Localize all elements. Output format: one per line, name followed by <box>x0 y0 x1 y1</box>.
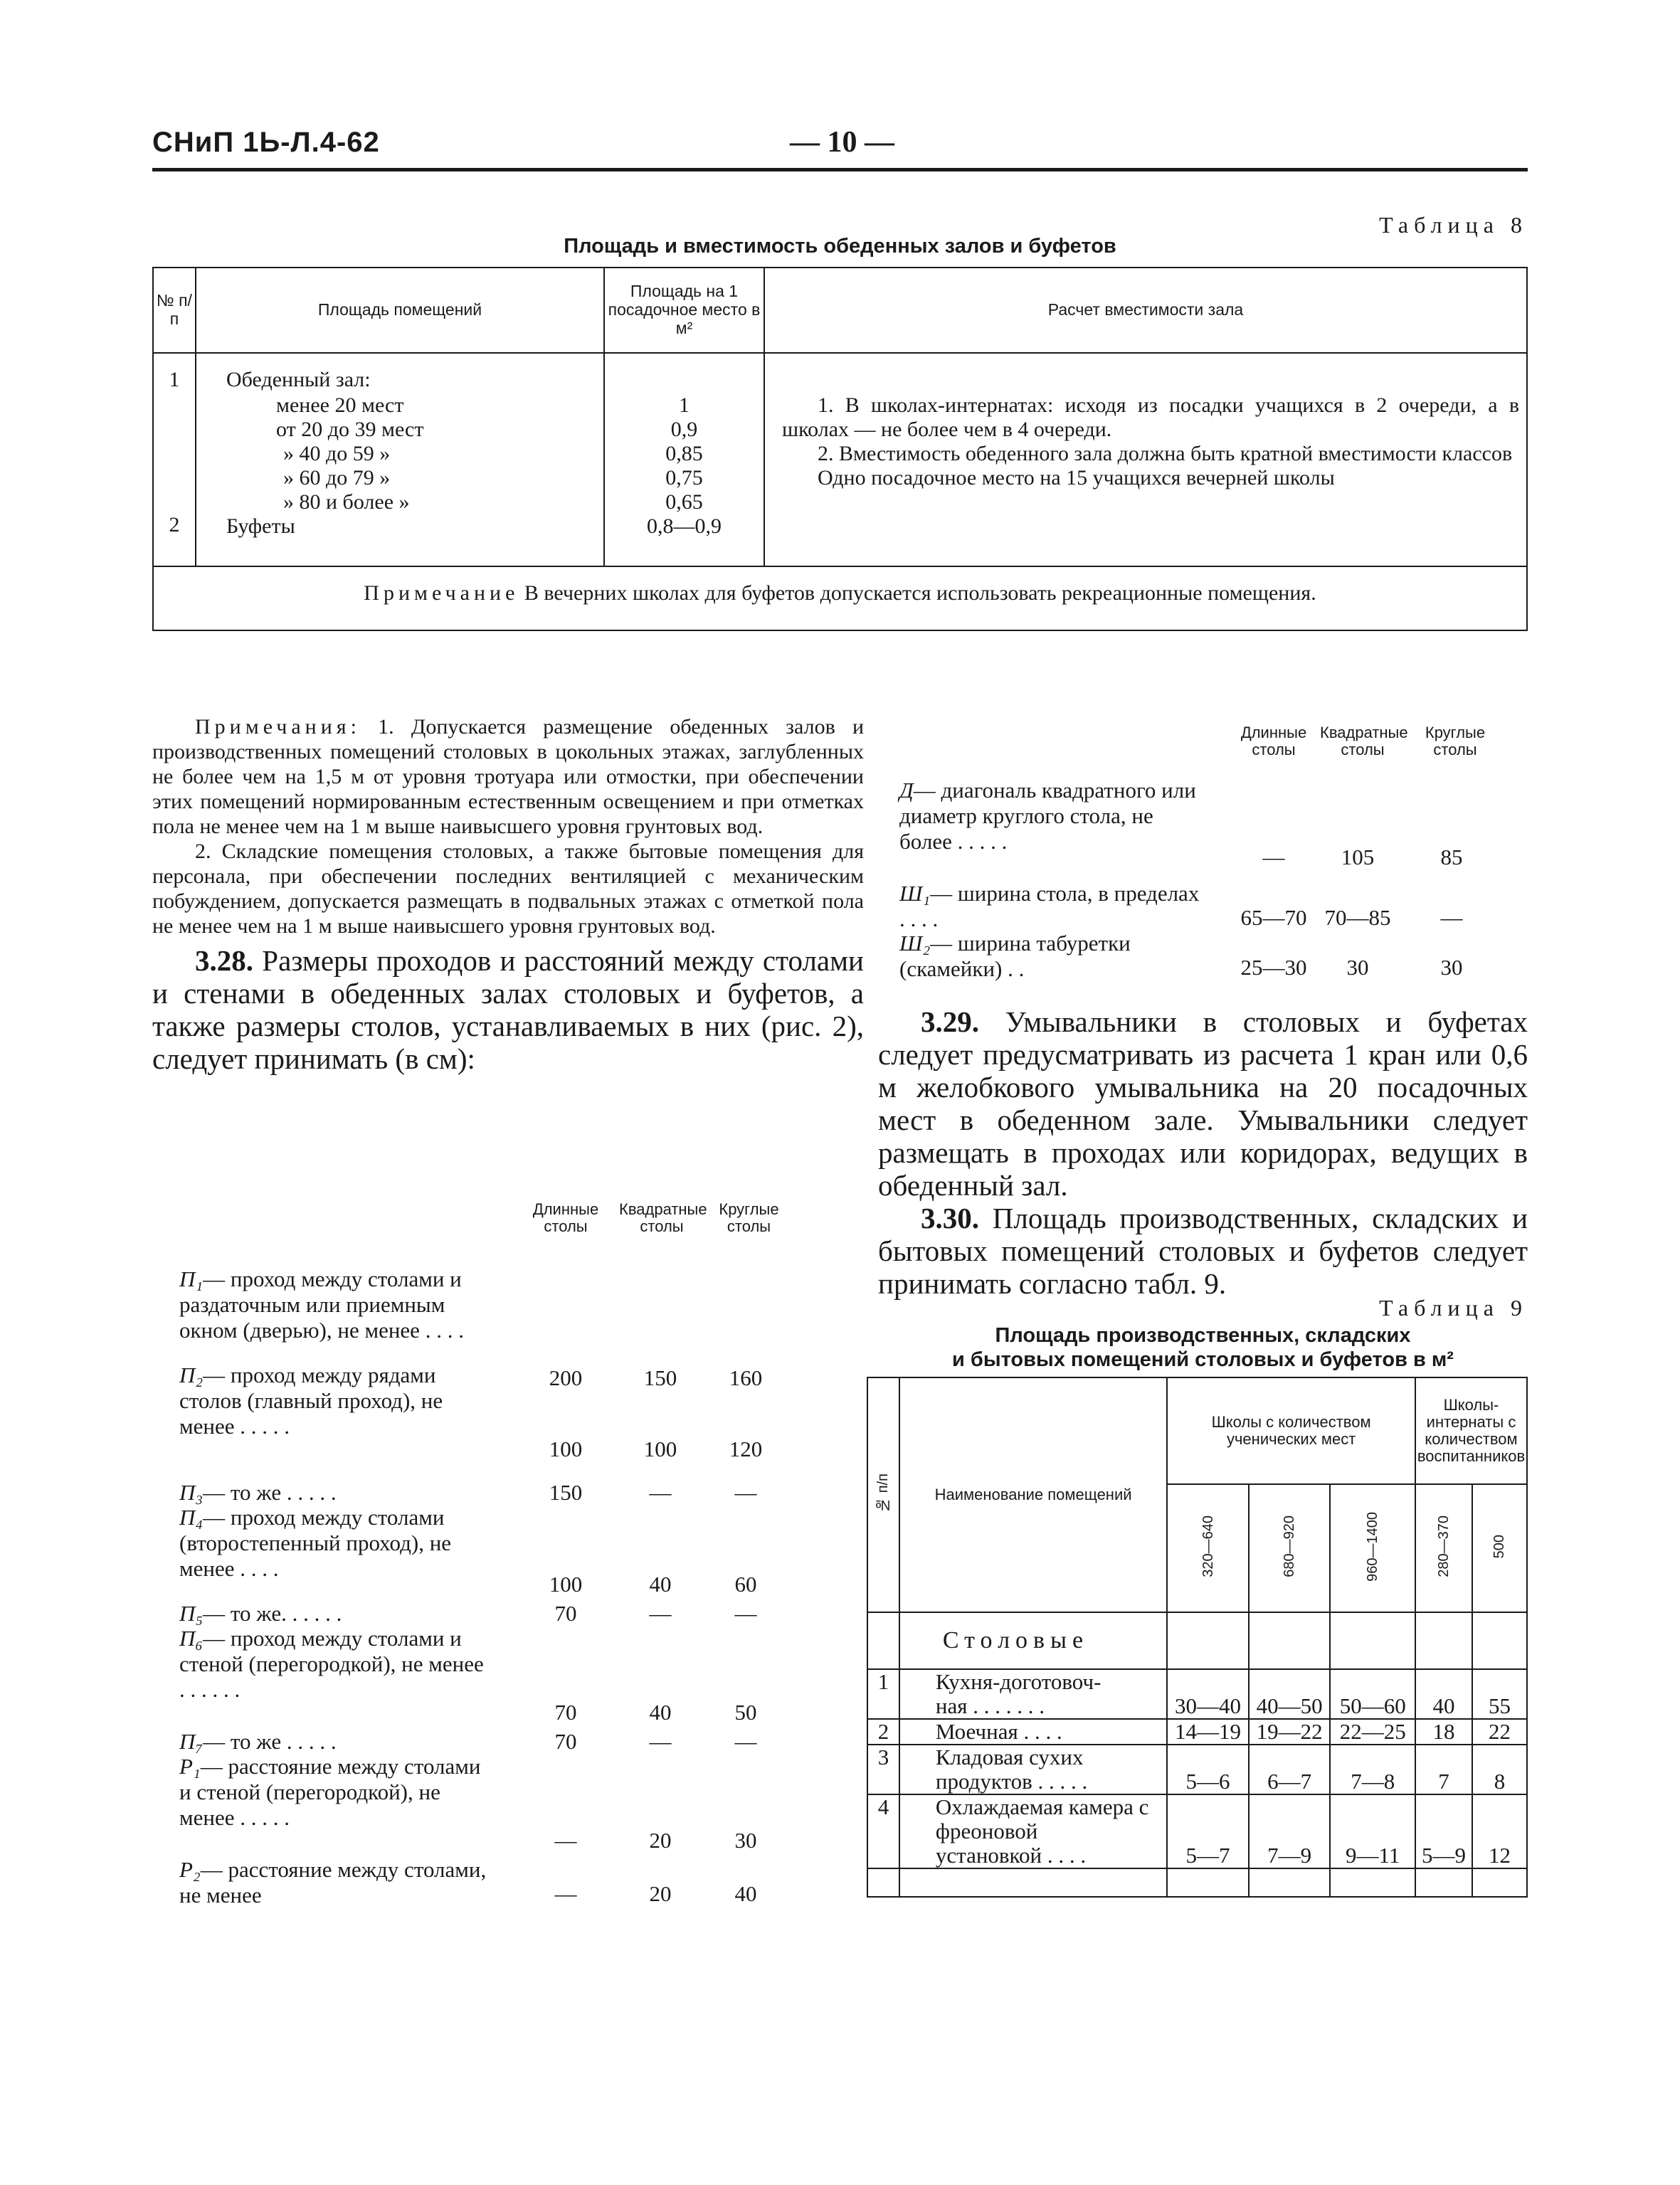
table9-subcol-text: 320—640 <box>1200 1515 1216 1577</box>
table9-cell <box>1167 1612 1249 1669</box>
dimension-item <box>899 881 1205 932</box>
dimension-symbol: П₅ <box>179 1601 204 1626</box>
table9-value: 5—7 <box>1167 1794 1249 1868</box>
dimension-value: — <box>649 1729 672 1754</box>
page-number: — 10 — <box>790 126 894 159</box>
col-long-header: Длинные столы <box>532 1200 599 1235</box>
dimension-value: 30 <box>1440 955 1463 980</box>
table9-cell <box>1167 1868 1249 1897</box>
dimension-value: — <box>1440 905 1463 930</box>
dimension-value: — <box>734 1601 757 1626</box>
dimension-item <box>179 1754 492 1831</box>
dimension-description: — ширина табуретки (скамейки) . . <box>899 931 1131 981</box>
table9-cell <box>1415 1868 1472 1897</box>
paragraph-text: Размеры проходов и расстояний между столами и стенами в обеденных залах столовых и буфетов, а также размеры столов, устанавливаемых в них (рис. 2), следует принимать (в см): <box>152 944 864 1075</box>
dimension-value: 60 <box>734 1572 757 1597</box>
dimension-value: 25—30 <box>1240 955 1307 980</box>
dimension-symbol: Д <box>899 778 914 803</box>
table8-row-num: 1 <box>169 368 180 391</box>
table9 <box>867 1377 1528 1898</box>
dimension-description: — расстояние между столами, не менее <box>179 1857 487 1908</box>
table8-calc-text: 1. В школах-интернатах: исходя из посадки учащихся в 2 очереди, а в школах — не более чем в 4 очереди. <box>782 393 1519 441</box>
table9-row <box>867 1794 1527 1868</box>
note-1: 1. Допускается размещение обеденных залов и производственных помещений столовых в цокольных этажах, заглубленных не более чем на 1,5 м от уровня тротуара или отмостки, при обеспечении этих помещений нормированным естественным освещением и при отметках пола не менее чем на 1 м выше наивысшего уровня грунтовых вод. <box>152 715 865 838</box>
table9-value: 12 <box>1472 1794 1527 1868</box>
dimension-description: — проход между столами и стеной (перегородкой), не менее . . . . . . <box>179 1626 484 1702</box>
dimension-value: 65—70 <box>1240 905 1307 930</box>
col-long-header: Длинные столы <box>1240 724 1307 758</box>
table9-col-num-text: № п/п <box>875 1474 892 1513</box>
table8-line: » 40 до 59 » <box>283 442 391 465</box>
dimension-symbol: П₁ <box>179 1266 204 1291</box>
dimension-symbol: Ш₂ <box>899 931 931 956</box>
table8-numbers <box>153 353 196 566</box>
table9-row-number: 4 <box>877 1794 889 1819</box>
table8-body-row <box>153 353 1527 566</box>
dimension-description: — то же . . . . . <box>203 1480 337 1505</box>
col-round-header: Круглые столы <box>719 1200 779 1235</box>
table8-line: менее 20 мест <box>276 393 404 417</box>
dimension-value: 70 <box>554 1729 577 1754</box>
dimension-symbol: Ш₁ <box>899 881 931 906</box>
dimension-item <box>899 931 1205 982</box>
table9-group-row <box>867 1612 1527 1669</box>
table9-room-name-line: Кухня-доготовоч- <box>935 1669 1101 1694</box>
table9-room-name <box>899 1669 1167 1719</box>
table9-body <box>867 1612 1527 1897</box>
table8-calc <box>764 353 1527 566</box>
table9-value: 22—25 <box>1330 1719 1415 1745</box>
table9-room-name-line: Моечная . . . . <box>935 1719 1062 1744</box>
table9-title-line: и бытовых помещений столовых и буфетов в м² <box>952 1348 1454 1371</box>
dimension-value: 70—85 <box>1324 905 1391 930</box>
table9-cell <box>867 1612 899 1669</box>
header-rule <box>152 168 1528 171</box>
table8-value: 0,85 <box>665 442 703 465</box>
table9-row-number-cell <box>867 1719 899 1745</box>
table9-title <box>878 1323 1528 1372</box>
dimension-description: — то же . . . . . <box>203 1729 337 1754</box>
table9-value: 7—8 <box>1330 1745 1415 1794</box>
dimension-value: 100 <box>643 1437 677 1461</box>
dimension-value: 150 <box>549 1480 583 1505</box>
dimension-value: 200 <box>549 1365 583 1390</box>
table9-subcol <box>1415 1484 1472 1612</box>
table8-header-row <box>153 268 1527 353</box>
table8-values <box>604 353 764 566</box>
table9-subcol-text: 680—920 <box>1282 1515 1298 1577</box>
table9-value: 7 <box>1415 1745 1472 1794</box>
dimension-value: 160 <box>729 1365 763 1390</box>
dimension-value: — <box>554 1828 577 1853</box>
dimension-value: — <box>649 1601 672 1626</box>
dimension-symbol: Р₂ <box>179 1857 201 1882</box>
table9-group-label: Столовые <box>899 1612 1167 1669</box>
table9-room-name-line: продуктов . . . . . <box>935 1769 1088 1794</box>
table8-calc-text: 2. Вместимость обеденного зала должна быть кратной вместимости классов <box>818 442 1513 465</box>
table9-subcol-text: 960—1400 <box>1365 1511 1381 1582</box>
table9-cell <box>1330 1612 1415 1669</box>
table9-cell <box>1415 1612 1472 1669</box>
table8-note-row <box>153 566 1527 630</box>
table8-value: 0,65 <box>665 490 703 514</box>
table9-subcol-text: 500 <box>1491 1534 1508 1559</box>
dimension-value: — <box>649 1480 672 1505</box>
table9-value: 30—40 <box>1167 1669 1249 1719</box>
dimension-description: — проход между рядами столов (главный проход), не менее . . . . . <box>179 1363 443 1439</box>
table8-value: 0,9 <box>670 418 698 441</box>
table8-room-name: Обеденный зал: <box>226 368 371 391</box>
dimension-value: 30 <box>1346 955 1369 980</box>
dimension-value: 150 <box>643 1365 677 1390</box>
dimension-value: — <box>734 1729 757 1754</box>
table9-col-schools: Школы с количеством ученических мест <box>1167 1377 1415 1484</box>
dimension-symbol: Р₁ <box>179 1754 201 1779</box>
dimension-symbol: П₆ <box>179 1626 204 1651</box>
dimension-value: 70 <box>554 1700 577 1725</box>
notes-block <box>152 714 864 938</box>
dimension-item <box>179 1505 492 1582</box>
dimension-value: 40 <box>649 1572 672 1597</box>
table9-value: 6—7 <box>1249 1745 1331 1794</box>
table9-row-number-cell <box>867 1745 899 1794</box>
dimension-description: — диагональ квадратного или диаметр круглого стола, не более . . . . . <box>899 778 1196 854</box>
table9-title-line: Площадь производственных, складских <box>995 1324 1411 1347</box>
dimension-value: 20 <box>649 1828 672 1853</box>
table9-subcol <box>1472 1484 1527 1612</box>
table9-row-number-cell <box>867 1669 899 1719</box>
left-column <box>152 714 864 1075</box>
dimension-symbol: П₄ <box>179 1505 204 1530</box>
table9-value: 5—9 <box>1415 1794 1472 1868</box>
table8-line: » 60 до 79 » <box>283 466 391 490</box>
table9-row-number: 3 <box>877 1745 889 1769</box>
dimension-value: 105 <box>1341 845 1375 869</box>
table8 <box>152 267 1528 631</box>
dimension-value: — <box>734 1480 757 1505</box>
table9-value: 55 <box>1472 1669 1527 1719</box>
table9-value: 19—22 <box>1249 1719 1331 1745</box>
table8-value: 0,8—0,9 <box>647 514 722 538</box>
paragraph-3-29 <box>878 1005 1528 1300</box>
table9-value: 8 <box>1472 1745 1527 1794</box>
table8-row-num: 2 <box>169 513 180 536</box>
table8-names <box>196 353 604 566</box>
col-round-header: Круглые столы <box>1425 724 1486 758</box>
dimension-item <box>899 778 1205 855</box>
dimension-description: — то же. . . . . . <box>203 1601 342 1626</box>
table9-col-boarding: Школы-интернаты с количеством воспитанников <box>1415 1377 1527 1484</box>
table9-value: 18 <box>1415 1719 1472 1745</box>
paragraph-3-28 <box>152 944 864 1075</box>
dimension-item <box>179 1729 492 1755</box>
table8-value: 1 <box>679 393 690 417</box>
table8-line: от 20 до 39 мест <box>276 418 424 441</box>
table9-cell <box>867 1868 899 1897</box>
table9-room-name <box>899 1719 1167 1745</box>
dimension-value: 20 <box>649 1881 672 1906</box>
dimension-item <box>179 1601 492 1626</box>
dimension-value: 50 <box>734 1700 757 1725</box>
table8-calc-text: Одно посадочное место на 15 учащихся вечерней школы <box>818 466 1335 490</box>
table8-note-text: В вечерних школах для буфетов допускается использовать рекреационные помещения. <box>524 581 1316 605</box>
table8-col-calc: Расчет вместимости зала <box>764 268 1527 353</box>
table9-subcol-text: 280—370 <box>1435 1515 1452 1577</box>
dimension-value: 100 <box>549 1572 583 1597</box>
table9-row <box>867 1719 1527 1745</box>
table8-title: Площадь и вместимость обеденных залов и буфетов <box>564 235 1116 258</box>
dimension-item <box>179 1857 492 1908</box>
table8-line: » 80 и более » <box>283 490 410 514</box>
dimension-item <box>179 1266 492 1343</box>
paragraph-text: Площадь производственных, складских и бытовых помещений столовых и буфетов следует принимать согласно табл. 9. <box>878 1202 1528 1300</box>
table9-subcol <box>1167 1484 1249 1612</box>
dimension-value: — <box>1262 845 1285 869</box>
table9-room-name-line: установкой . . . . <box>935 1843 1087 1868</box>
table9-value: 7—9 <box>1249 1794 1331 1868</box>
dimension-item <box>179 1480 492 1506</box>
notes-label: Примечания: <box>195 715 361 739</box>
table9-value: 9—11 <box>1330 1794 1415 1868</box>
table9-cell <box>1472 1868 1527 1897</box>
table9-row-number-cell <box>867 1794 899 1868</box>
dimension-value: — <box>554 1881 577 1906</box>
table9-value: 5—6 <box>1167 1745 1249 1794</box>
dimension-value: 70 <box>554 1601 577 1626</box>
table9-row-number: 1 <box>877 1669 889 1694</box>
table9-row <box>867 1745 1527 1794</box>
table9-room-name-line: Охлаждаемая камера с фреоновой <box>935 1794 1149 1843</box>
table9-value: 14—19 <box>1167 1719 1249 1745</box>
dimension-symbol: П₇ <box>179 1729 204 1754</box>
dimension-item <box>179 1626 492 1703</box>
paragraph-number: 3.28. <box>195 944 253 977</box>
table9-cell <box>1249 1868 1331 1897</box>
dimension-value: 40 <box>734 1881 757 1906</box>
table9-room-name <box>899 1794 1167 1868</box>
table9-row-number: 2 <box>877 1719 889 1744</box>
table9-subcol <box>1249 1484 1331 1612</box>
table8-col-area: Площадь помещений <box>196 268 604 353</box>
note-2: 2. Складские помещения столовых, а также бытовые помещения для персонала, при обеспечении последних вентиляцией с механическим побуждением, допускается размещать в подвальных этажах с отметкой пола не менее чем на 1 м выше наивысшего уровня грунтовых вод. <box>152 840 864 938</box>
table8-note-label: Примечание <box>364 581 519 605</box>
table9-room-name <box>899 1745 1167 1794</box>
paragraph-text: Умывальники в столовых и буфетах следует предусматривать из расчета 1 кран или 0,6 м желобкового умывальника на 20 посадочных мест в обеденном зале. Умывальники следует размещать в проходах или коридорах, ведущих в обеденный зал. <box>878 1005 1528 1202</box>
table8-room-name: Буфеты <box>226 514 295 538</box>
table8-col-per-seat: Площадь на 1 посадочное место в м² <box>604 268 764 353</box>
table9-cell <box>899 1868 1167 1897</box>
dimension-value: 40 <box>649 1700 672 1725</box>
table9-subcol <box>1330 1484 1415 1612</box>
table9-spacer-row <box>867 1868 1527 1897</box>
dimension-item <box>179 1363 492 1439</box>
table9-col-name: Наименование помещений <box>899 1377 1167 1612</box>
table9-value: 22 <box>1472 1719 1527 1745</box>
table9-value: 40 <box>1415 1669 1472 1719</box>
table8-label: Таблица 8 <box>1379 212 1528 238</box>
table9-label: Таблица 9 <box>1379 1295 1528 1321</box>
dimension-description: — расстояние между столами и стеной (перегородкой), не менее . . . . . <box>179 1754 481 1830</box>
table8-value: 0,75 <box>665 466 703 490</box>
dimension-symbol: П₃ <box>179 1480 204 1505</box>
table9-row <box>867 1669 1527 1719</box>
dimension-value: 85 <box>1440 845 1463 869</box>
dimension-value: 30 <box>734 1828 757 1853</box>
table9-header-row <box>867 1377 1527 1484</box>
table8-note <box>153 566 1527 630</box>
table9-cell <box>1472 1612 1527 1669</box>
table9-cell <box>1249 1612 1331 1669</box>
col-square-header: Квадратные столы <box>619 1200 707 1235</box>
table9-room-name-line: ная . . . . . . . <box>935 1693 1045 1718</box>
col-square-header: Квадратные столы <box>1320 724 1408 758</box>
dimension-value: 120 <box>729 1437 763 1461</box>
table9-cell <box>1330 1868 1415 1897</box>
dimension-description: — проход между столами и раздаточным или приемным окном (дверью), не менее . . . . <box>179 1266 464 1343</box>
dimension-value: 100 <box>549 1437 583 1461</box>
table9-col-num <box>867 1377 899 1612</box>
table9-room-name-line: Кладовая сухих <box>935 1745 1084 1769</box>
paragraph-number: 3.30. <box>921 1202 979 1234</box>
table9-value: 50—60 <box>1330 1669 1415 1719</box>
document-code: СНиП 1Ь-Л.4-62 <box>152 127 380 158</box>
paragraph-number: 3.29. <box>921 1005 979 1038</box>
table8-col-num: № п/п <box>153 268 196 353</box>
dimension-description: — ширина стола, в пределах . . . . <box>899 881 1200 931</box>
table9-value: 40—50 <box>1249 1669 1331 1719</box>
dimension-symbol: П₂ <box>179 1363 204 1387</box>
dimension-description: — проход между столами (второстепенный проход), не менее . . . . <box>179 1505 452 1581</box>
